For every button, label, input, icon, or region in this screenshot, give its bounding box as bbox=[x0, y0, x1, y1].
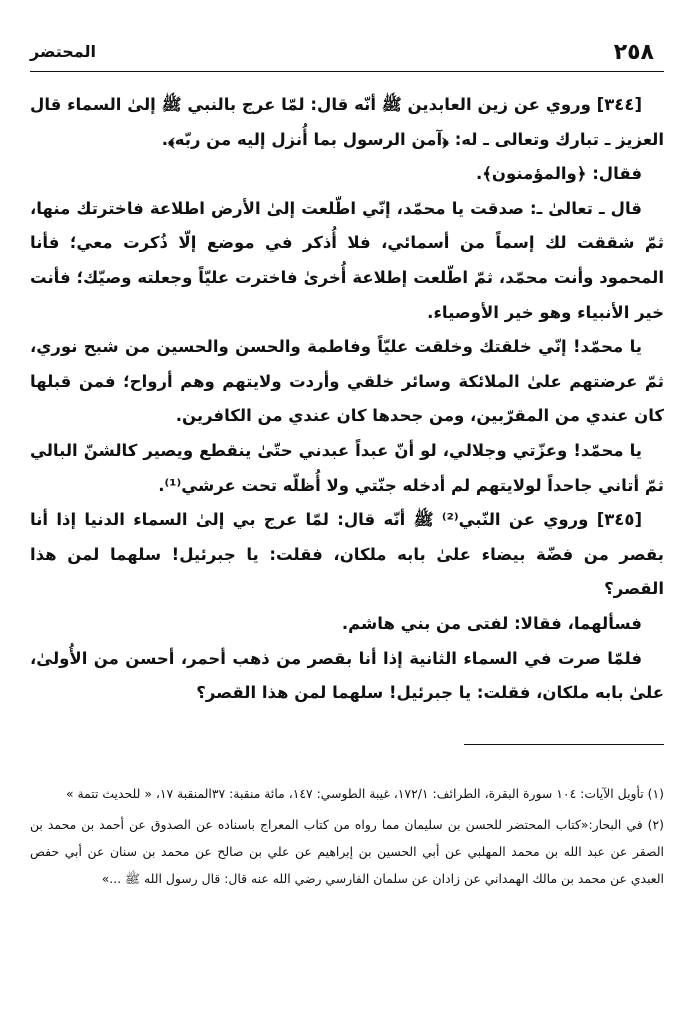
paragraph-hadith-344: [٣٤٤] وروي عن زين العابدين ﷺ أنّه قال: لمّا عرج بالنبي ﷺ إلىٰ السماء قال العزيز ـ تبارك وتعالى ـ له: ﴿آمن الرسول بما أُنزل إليه من ربّه﴾. bbox=[30, 95, 664, 149]
paragraph: فقال: ﴿والمؤمنون﴾. bbox=[475, 164, 642, 184]
paragraph: يا محمّد! إنّي خلقتك وخلقت عليّاً وفاطمة والحسن والحسين من شبح نوري، ثمّ عرضتهم علىٰ الملائكة وسائر خلقي وأردت ولايتهم وهم أرواح؛ فمن قبلها كان عندي من المقرّبين، ومن جحدها كان عندي من الكافرين. bbox=[30, 337, 664, 426]
page-number: ٢٥٨ bbox=[613, 40, 654, 65]
footnote-1: (١) تأويل الآيات: ١٠٤ سورة البقرة، الطرائف: ١٧٢/١، غيبة الطوسي: ١٤٧، مائة منقبة: ٣٧المنقبة ١٧، « للحديث تتمة » bbox=[65, 786, 664, 801]
header-rule bbox=[30, 71, 664, 72]
paragraph: قال ـ تعالىٰ ـ: صدقت يا محمّد، إنّي اطّلعت إلىٰ الأرض اطلاعة فاخترتك منها، ثمّ شققت لك إسماً من أسمائي، فلا أُذكر في موضع إلّا ذُكرت معي؛ فأنا المحمود وأنت محمّد، ثمّ اطّلعت إطلاعة أُخرىٰ فاخترت عليّاً وجعلته وصيّك؛ فأنت خير الأنبياء وهو خير الأوصياء. bbox=[30, 198, 664, 322]
paragraph: يا محمّد! وعزّتي وجلالي، لو أنّ عبداً عبدني حتّىٰ ينقطع ويصير كالشنّ البالي ثمّ أتاني جاحداً لولايتهم لم أدخله جنّتي ولا أُظلّه تحت عرشي⁽¹⁾. bbox=[30, 440, 664, 495]
footnote-2: (٢) في البحار:«كتاب المحتضر للحسن بن سليمان مما رواه من كتاب المعراج باسناده عن الصدوق عن أحمد بن محمد بن الصقر عن عبد الله بن محمد المهلبي عن أبي الحسين بن إبراهيم عن علي بن صالح عن محمد بن سنان عن أبي حفص العبدي عن محمد بن مالك الهمداني عن زادان عن سلمان الفارسي رضي الله عنه قال: قال رسول الله ﷺ ...» bbox=[30, 817, 664, 886]
paragraph: فلمّا صرت في السماء الثانية إذا أنا بقصر من ذهب أحمر، أحسن من الأُولىٰ، علىٰ بابه ملكان، فقلت: يا جبرئيل! سلهما لمن هذا القصر؟ bbox=[30, 648, 664, 703]
paragraph-hadith-345: [٣٤٥] وروي عن النّبي⁽²⁾ ﷺ أنّه قال: لمّا عرج بي إلىٰ السماء الدنيا إذا أنا بقصر من فضّة بيضاء علىٰ بابه ملكان، فقلت: يا جبرئيل! سلهما لمن هذا القصر؟ bbox=[30, 510, 664, 599]
main-text bbox=[30, 88, 664, 711]
paragraph: فسألهما، فقالا: لفتى من بني هاشم. bbox=[341, 613, 642, 633]
footnote-separator bbox=[464, 744, 664, 745]
page-header bbox=[30, 38, 664, 72]
footnotes bbox=[30, 780, 664, 896]
running-title: المحتضر bbox=[30, 42, 96, 61]
